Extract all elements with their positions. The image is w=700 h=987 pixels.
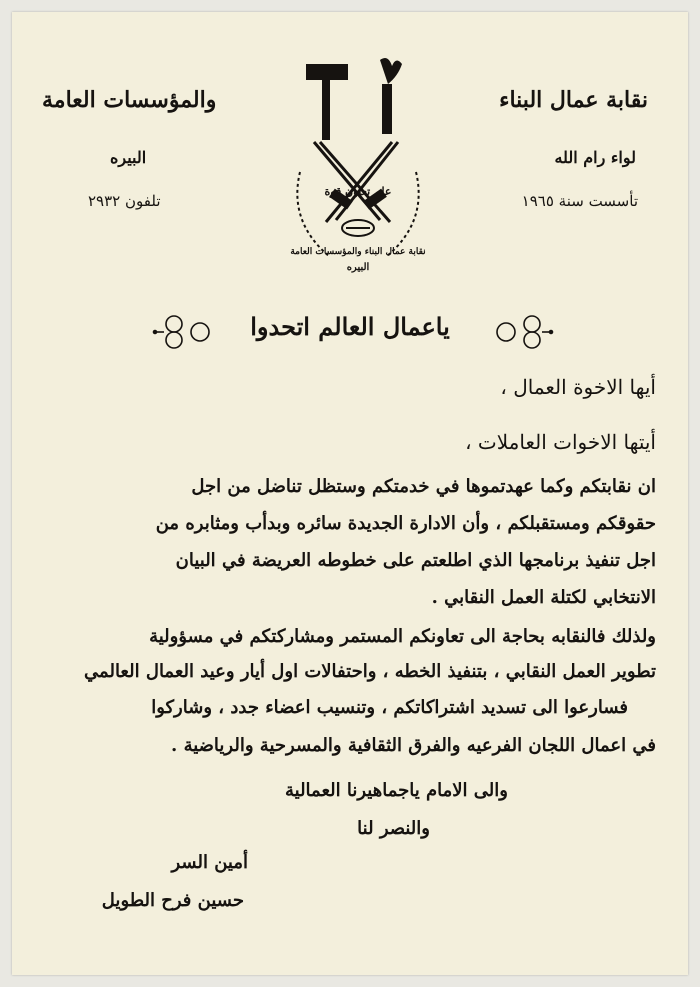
founded-label: تأسست سنة ١٩٦٥ [521,192,638,210]
p1-line-2: حقوقكم ومستقبلكم ، وأن الادارة الجديدة سائره وبدأب ومثابره من [155,513,656,534]
emblem-top-label: علم تعاون قوة [324,185,392,198]
p2-line-2: تطوير العمل النقابي ، بتنفيذ الخطه ، واحتفالات اول أيار وعيد العمال العالمي [84,661,656,682]
institutions-label: والمؤسسات العامة [42,87,217,113]
union-name: نقابة عمال البناء [499,87,648,113]
phone-label: تلفون ٢٩٣٢ [88,192,161,210]
closing-line-2: والنصر لنا [357,818,430,839]
letter-sheet [12,12,688,975]
crossed-arms-icon [314,142,398,222]
p1-line-3: اجل تنفيذ برنامجها الذي اطلعتم على خطوطه العريضة في البيان [175,550,656,571]
p1-line-1: ان نقابتكم وكما عهدتموها في خدمتكم وستظل تناضل من اجل [191,476,656,497]
handshake-icon [342,220,374,236]
p2-line-1: ولذلك فالنقابه بحاجة الى تعاونكم المستمر ومشاركتكم في مسؤولية [149,626,656,647]
emblem-ring-label: نقابة عمال البناء والمؤسسات العامة [290,247,426,257]
hammer-icon [306,64,348,140]
greeting-sisters: أيتها الاخوات العاملات ، [465,430,656,454]
right-ornament-icon [484,312,554,352]
union-emblem [270,52,446,280]
greeting-brothers: أيها الاخوة العمال ، [500,375,656,399]
closing-line-1: والى الامام ياجماهيرنا العمالية [284,780,508,801]
emblem-bottom-label: البيره [346,262,370,273]
p1-line-4: الانتخابي لكتلة العمل النقابي . [431,587,656,608]
torch-icon [380,58,402,134]
district-label: لواء رام الله [554,148,636,167]
city-label: البيره [110,148,147,167]
signature-name: حسين فرح الطويل [101,890,244,911]
p2-line-4: في اعمال اللجان الفرعيه والفرق الثقافية والمسرحية والرياضية . [171,735,656,756]
left-ornament-icon [152,312,222,352]
slogan-heading: ياعمال العالم اتحدوا [250,312,450,341]
signature-title: أمين السر [171,852,248,873]
p2-line-3: فسارعوا الى تسديد اشتراكاتكم ، وتنسيب اعضاء جدد ، وشاركوا [151,697,628,718]
